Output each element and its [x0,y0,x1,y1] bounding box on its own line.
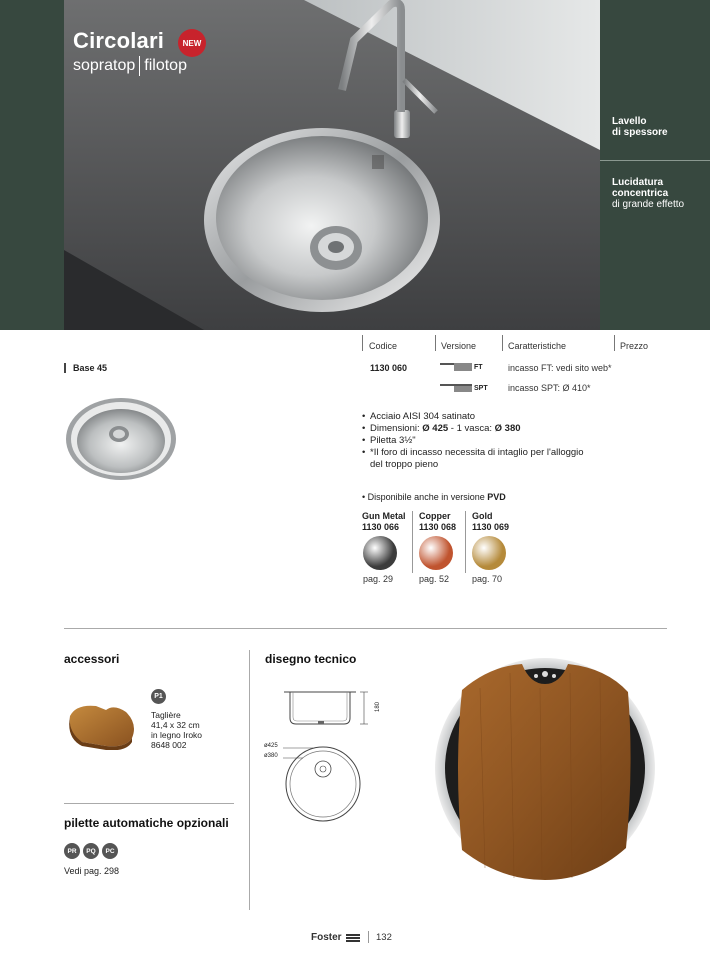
header-codice: Codice [369,341,398,351]
version-spt-desc: incasso SPT: Ø 410* [508,383,591,393]
pilette-vedi: Vedi pag. 298 [64,866,120,876]
sink-thumbnail [64,397,178,481]
spec-dim-inner: Ø 380 [494,423,521,434]
feature1-line1: Lavello [612,116,647,127]
finish-gold [472,511,509,533]
board-on-sink-photo [430,658,660,883]
brand-logo-icon [346,934,360,942]
footer-separator [368,931,369,943]
spec-item: • Piletta 3½" [362,435,416,446]
spec-item: • Dimensioni: Ø 425 - 1 vasca: Ø 380 [362,423,521,434]
version-ft-desc: incasso FT: vedi sito web* [508,363,612,373]
swatch-copper [419,536,453,570]
version-spt-tag: SPT [474,385,488,392]
page-ref-gold: pag. 70 [472,574,503,584]
page-ref-gunmetal: pag. 29 [363,574,394,584]
small-divider [64,803,234,804]
base-marker [64,363,66,373]
dim-inner-label: ø380 [264,753,278,759]
spec-list [362,411,662,471]
finish-copper [419,511,456,533]
feature2-line3: di grande effetto [612,199,685,210]
dim-height-label: 180 [375,701,382,713]
hero-banner [0,0,710,330]
finish-code: 1130 069 [472,522,510,532]
acc-line3: in legno Iroko [151,730,203,740]
col-bar-versione [435,335,436,351]
base-label: Base 45 [73,363,108,373]
spec-note-line1: *Il foro di incasso necessita di intaglio per l'alloggio [370,447,584,458]
brand-name: Foster [311,932,342,943]
pvd-bold: PVD [487,492,506,502]
section-divider [64,628,667,629]
feature-divider [600,160,710,161]
feature2-line2: concentrica [612,188,669,199]
col-bar-caratteristiche [502,335,503,351]
accessory-description [151,710,202,750]
acc-line1: Taglière [151,710,181,720]
hero-subtitle [73,56,187,76]
cutting-board-thumb [66,702,138,750]
new-badge: NEW [178,29,206,57]
header-caratteristiche: Caratteristiche [508,341,567,351]
finish-name: Copper [419,511,451,521]
swatch-gunmetal [363,536,397,570]
side-view-drawing [262,688,386,728]
pilette-badge-pr: PR [64,843,80,859]
col-bar-codice [362,335,363,351]
spec-item: • Acciaio AISI 304 satinato [362,411,476,422]
acc-line2: 41,4 x 32 cm [151,720,200,730]
finish-name: Gun Metal [362,511,406,521]
subtitle-filotop: filotop [144,57,187,74]
ft-profile-icon [440,363,472,371]
pilette-badge-pq: PQ [83,843,99,859]
spt-profile-icon [440,384,472,392]
spec-note-line2: del troppo pieno [370,459,439,470]
spec-dim-outer: Ø 425 [422,423,449,434]
p1-badge: P1 [151,689,166,704]
spec-piletta: Piletta 3½" [370,435,416,446]
pilette-badge-pc: PC [102,843,118,859]
pvd-note: • Disponibile anche in versione PVD [362,492,506,502]
page-ref-copper: pag. 52 [419,574,450,584]
acc-line4: 8648 002 [151,740,187,750]
feature-lucidatura [612,177,684,210]
feature1-line2: di spessore [612,127,668,138]
product-code: 1130 060 [370,363,408,373]
hero-title-text: Circolari [73,28,165,53]
spec-material: Acciaio AISI 304 satinato [370,411,476,422]
spec-dimensions [370,423,521,435]
feature2-line1: Lucidatura [612,177,664,188]
finish-code: 1130 066 [362,522,400,532]
subtitle-separator [139,56,140,76]
finish-separator [465,511,466,573]
page-number: 132 [376,932,392,943]
col-bar-prezzo [614,335,615,351]
hero-title [73,28,164,54]
spec-item: • *Il foro di incasso necessita di intaglio per l'alloggio del troppo pieno [362,447,584,470]
version-ft-tag: FT [474,364,483,371]
disegno-title: disegno tecnico [265,652,357,666]
header-prezzo: Prezzo [620,341,649,351]
pvd-pre: Disponibile anche in versione [367,492,488,502]
spec-dim-pre: Dimensioni: [370,423,423,434]
column-divider [249,650,250,910]
finish-name: Gold [472,511,493,521]
subtitle-sopratop: sopratop [73,57,136,74]
spec-dim-mid: - 1 vasca: [448,423,495,434]
finish-code: 1130 068 [419,522,457,532]
dim-outer-label: ø425 [264,743,278,749]
swatch-gold [472,536,506,570]
top-view-drawing [283,744,363,824]
finish-separator [412,511,413,573]
pilette-title: pilette automatiche opzionali [64,816,229,830]
accessori-title: accessori [64,652,120,666]
finish-gunmetal [362,511,406,533]
header-versione: Versione [441,341,477,351]
spec-note [370,447,584,471]
feature-spessore [612,116,668,138]
